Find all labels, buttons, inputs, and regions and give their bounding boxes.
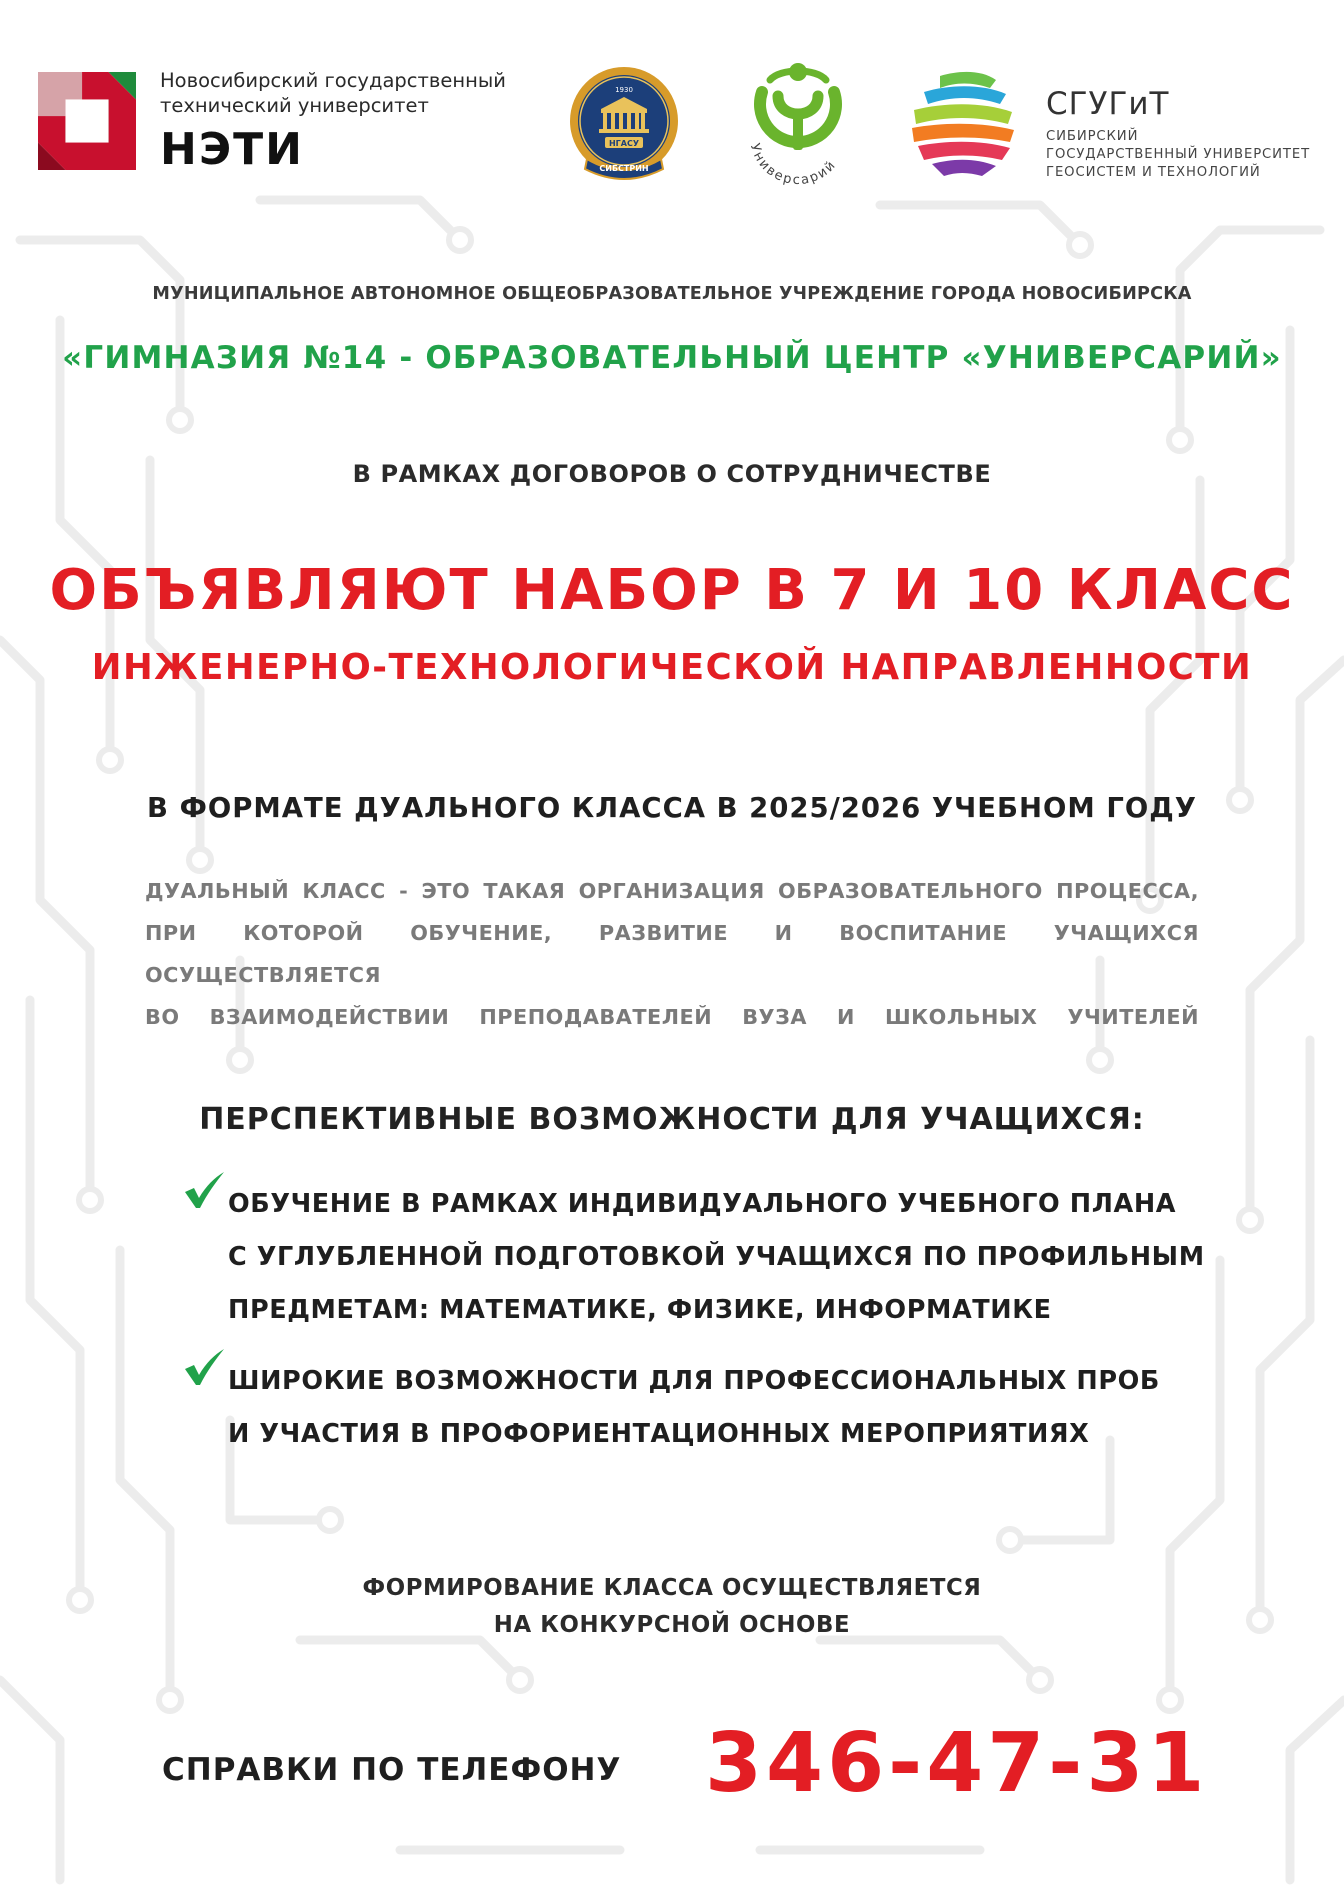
neti-name-line2: технический университет — [160, 94, 429, 117]
definition-line: ПРИ КОТОРОЙ ОБУЧЕНИЕ, РАЗВИТИЕ И ВОСПИТАНИЕ УЧАЩИХСЯ ОСУЩЕСТВЛЯЕТСЯ — [145, 921, 1199, 987]
list-item-line: И УЧАСТИЯ В ПРОФОРИЕНТАЦИОННЫХ МЕРОПРИЯТИЯХ — [228, 1419, 1090, 1449]
sgugit-line2: ГОСУДАРСТВЕННЫЙ УНИВЕРСИТЕТ — [1046, 147, 1311, 162]
opportunities-title: ПЕРСПЕКТИВНЫЕ ВОЗМОЖНОСТИ ДЛЯ УЧАЩИХСЯ: — [199, 1102, 1145, 1137]
selection-line1: ФОРМИРОВАНИЕ КЛАССА ОСУЩЕСТВЛЯЕТСЯ — [362, 1575, 982, 1601]
phone-number[interactable]: 346-47-31 — [705, 1716, 1209, 1811]
list-item-line: ПРЕДМЕТАМ: МАТЕМАТИКЕ, ФИЗИКЕ, ИНФОРМАТИКЕ — [228, 1295, 1052, 1325]
list-item-line: ШИРОКИЕ ВОЗМОЖНОСТИ ДЛЯ ПРОФЕССИОНАЛЬНЫХ ПРОБ — [228, 1366, 1160, 1396]
dual-class-definition — [145, 870, 1199, 1038]
phone-label: СПРАВКИ ПО ТЕЛЕФОНУ — [162, 1752, 622, 1788]
list-item-line: ОБУЧЕНИЕ В РАМКАХ ИНДИВИДУАЛЬНОГО УЧЕБНОГО ПЛАНА — [228, 1189, 1177, 1219]
ngasu-emblem — [567, 63, 681, 185]
list-item — [182, 1355, 1205, 1461]
sgugit-line1: СИБИРСКИЙ — [1046, 129, 1139, 144]
definition-line: ДУАЛЬНЫЙ КЛАСС - ЭТО ТАКАЯ ОРГАНИЗАЦИЯ ОБРАЗОВАТЕЛЬНОГО ПРОЦЕССА, — [145, 879, 1199, 903]
list-item-line: С УГЛУБЛЕННОЙ ПОДГОТОВКОЙ УЧАЩИХСЯ ПО ПРОФИЛЬНЫМ — [228, 1242, 1205, 1272]
neti-logo-text — [160, 68, 506, 175]
list-item — [182, 1178, 1205, 1337]
format-title: В ФОРМАТЕ ДУАЛЬНОГО КЛАССА В 2025/2026 УЧЕБНОМ ГОДУ — [147, 792, 1197, 824]
ngasu-year: 1930 — [615, 86, 633, 94]
selection-note — [0, 1570, 1344, 1644]
sgugit-abbreviation: СГУГиТ — [1046, 86, 1170, 122]
cooperation-note: В РАМКАХ ДОГОВОРОВ О СОТРУДНИЧЕСТВЕ — [352, 460, 992, 488]
neti-abbreviation: НЭТИ — [160, 124, 304, 175]
municipal-institution: МУНИЦИПАЛЬНОЕ АВТОНОМНОЕ ОБЩЕОБРАЗОВАТЕЛЬНОЕ УЧРЕЖДЕНИЕ ГОРОДА НОВОСИБИРСКА — [152, 284, 1192, 304]
ngasu-abbr: НГАСУ — [608, 139, 640, 148]
subheadline: ИНЖЕНЕРНО-ТЕХНОЛОГИЧЕСКОЙ НАПРАВЛЕННОСТИ — [91, 647, 1253, 688]
sgugit-line3: ГЕОСИСТЕМ И ТЕХНОЛОГИЙ — [1046, 165, 1261, 180]
opportunities-list — [182, 1178, 1205, 1479]
universariy-logo — [722, 58, 870, 198]
neti-logo-mark — [38, 72, 136, 170]
checkmark-icon — [182, 1347, 226, 1387]
checkmark-icon — [182, 1170, 226, 1210]
headline: ОБЪЯВЛЯЮТ НАБОР В 7 И 10 КЛАСС — [49, 558, 1295, 623]
gymnasium-name: «ГИМНАЗИЯ №14 - ОБРАЗОВАТЕЛЬНЫЙ ЦЕНТР «УНИВЕРСАРИЙ» — [62, 340, 1282, 376]
universariy-name: Универсарий — [746, 141, 840, 189]
sgugit-logo-mark — [910, 70, 1014, 182]
selection-line2: НА КОНКУРСНОЙ ОСНОВЕ — [493, 1612, 851, 1638]
sgugit-logo-text — [1046, 86, 1310, 182]
neti-name-line1: Новосибирский государственный — [160, 69, 506, 92]
definition-line: ВО ВЗАИМОДЕЙСТВИИ ПРЕПОДАВАТЕЛЕЙ ВУЗА И ШКОЛЬНЫХ УЧИТЕЛЕЙ — [145, 1005, 1199, 1029]
ngasu-sub: СИБСТРИН — [599, 164, 649, 173]
